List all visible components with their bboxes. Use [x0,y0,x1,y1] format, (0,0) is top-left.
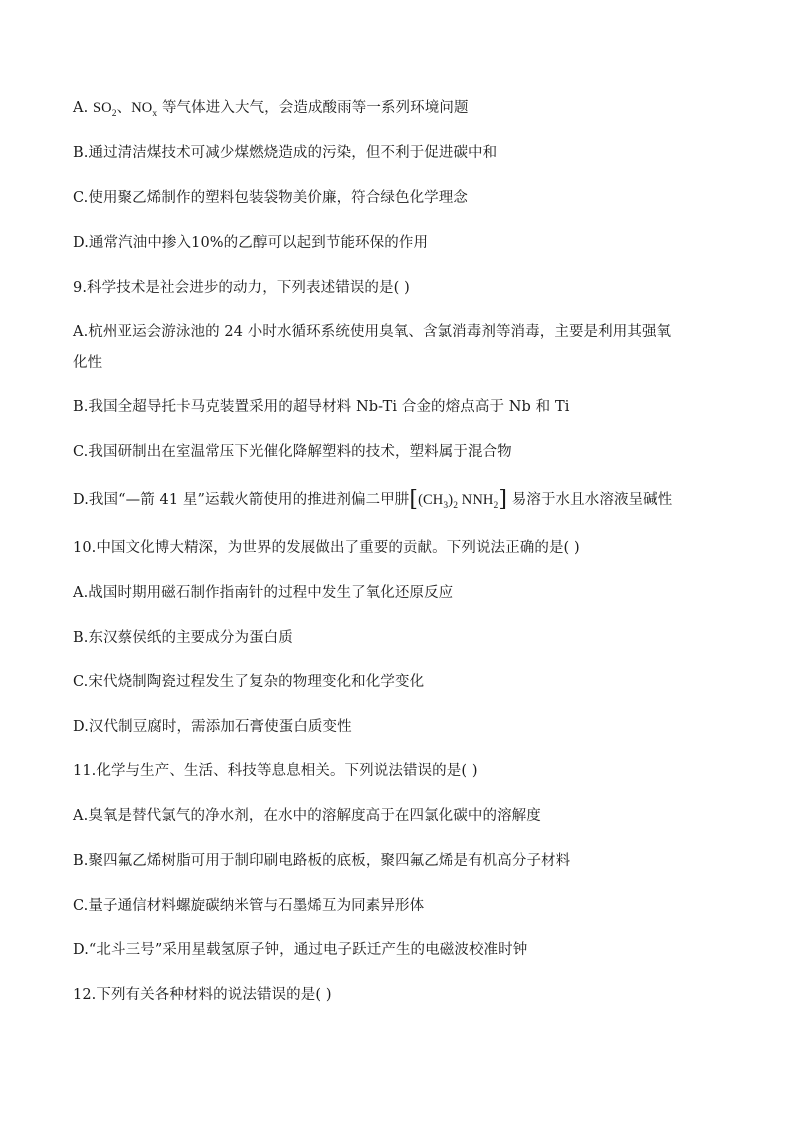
nox-formula: $NO_x$ [131,100,158,119]
q8-option-a-prefix: A. [73,100,93,116]
q9-option-a-line1: A.杭州亚运会游泳池的 24 小时水循环系统使用臭氧、含氯消毒剂等消毒，主要是利用其强氧 [73,324,672,340]
q12-stem: 12.下列有关各种材料的说法错误的是( ) [73,987,332,1003]
so2-formula: $SO_2$ [93,100,117,119]
q8-option-d: D.通常汽油中掺入10%的乙醇可以起到节能环保的作用 [73,235,429,251]
q8-option-c: C.使用聚乙烯制作的塑料包装袋物美价廉，符合绿色化学理念 [73,190,468,206]
formula-separator: 、 [116,100,132,116]
q9-option-d-text: D.我国“—箭 41 星”运载火箭使用的推进剂偏二甲肼 [73,492,410,508]
bracket-open: [ [409,487,419,512]
q8-option-a [73,98,733,120]
q9-option-b: B.我国全超导托卡马克装置采用的超导材料 Nb-Ti 合金的熔点高于 Nb 和 Ti [73,399,570,415]
q10-option-b: B.东汉蔡侯纸的主要成分为蛋白质 [73,630,293,646]
q10-option-a: A.战国时期用磁石制作指南针的过程中发生了氧化还原反应 [73,585,454,601]
q9-option-d-tail: 易溶于水且水溶液呈碱性 [507,492,673,508]
q11-option-c: C.量子通信材料螺旋碳纳米管与石墨烯互为同素异形体 [73,898,425,914]
q10-option-c: C.宋代烧制陶瓷过程发生了复杂的物理变化和化学变化 [73,674,425,690]
q9-option-c: C.我国研制出在室温常压下光催化降解塑料的技术，塑料属于混合物 [73,444,512,460]
q10-option-d: D.汉代制豆腐时，需添加石膏使蛋白质变性 [73,719,352,735]
q8-option-b: B.通过清洁煤技术可减少煤燃烧造成的污染，但不利于促进碳中和 [73,145,498,161]
q11-stem: 11.化学与生产、生活、科技等息息相关。下列说法错误的是( ) [73,763,478,779]
q11-option-b: B.聚四氟乙烯树脂可用于制印刷电路板的底板，聚四氟乙烯是有机高分子材料 [73,853,571,869]
q8-option-a-text: 等气体进入大气，会造成酸雨等一系列环境问题 [157,100,469,116]
udmh-formula: $(CH_3)_2$ $NNH_2$ [418,492,499,511]
q11-option-d: D.“北斗三号”采用星载氢原子钟，通过电子跃迁产生的电磁波校准时钟 [73,942,528,958]
q9-option-a-line2: 化性 [73,355,103,371]
q11-option-a: A.臭氧是替代氯气的净水剂，在水中的溶解度高于在四氯化碳中的溶解度 [73,808,541,824]
q9-option-d [73,487,733,512]
q10-stem: 10.中国文化博大精深，为世界的发展做出了重要的贡献。下列说法正确的是( ) [73,540,580,556]
q9-stem: 9.科学技术是社会进步的动力，下列表述错误的是( ) [73,280,410,296]
bracket-close: ] [498,487,508,512]
